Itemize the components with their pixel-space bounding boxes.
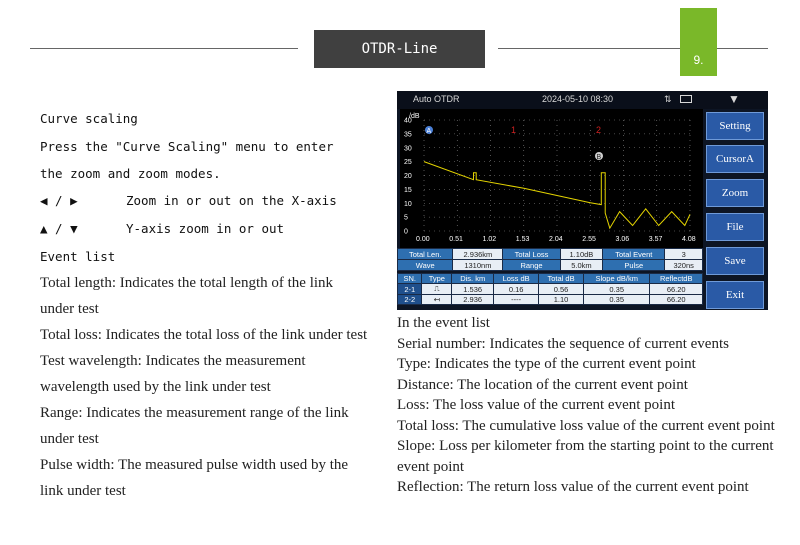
column-header: SN.	[398, 274, 422, 284]
marker-a-label: A	[426, 128, 432, 135]
event-tables	[397, 248, 703, 305]
event-sn: 2-1	[398, 284, 422, 295]
y-axis-unit: /dB	[409, 113, 420, 120]
y-axis-zoom-line	[40, 221, 284, 236]
header-rule-right	[498, 48, 768, 49]
column-header: Total dB	[539, 274, 584, 284]
loss-desc: Loss: The loss value of the current event point	[397, 397, 675, 413]
exit-button[interactable]: Exit	[706, 281, 764, 309]
summary-table	[397, 248, 703, 271]
file-button[interactable]: File	[706, 213, 764, 241]
total-loss-label: Total Loss	[503, 249, 560, 260]
y-tick-label: 0	[404, 228, 408, 236]
range-value: 5.0km	[560, 260, 603, 271]
device-status-bar	[397, 91, 768, 109]
zoom-button[interactable]: Zoom	[706, 179, 764, 207]
dropdown-icon[interactable]: ▼	[728, 92, 740, 106]
usb-icon: ⇅	[664, 94, 672, 104]
column-header: Type	[422, 274, 452, 284]
event-table	[397, 273, 703, 305]
x-tick-label: 0.51	[449, 236, 463, 243]
x-axis-zoom-line	[40, 193, 337, 208]
event-total: 0.56	[539, 284, 584, 295]
cursor-1-label: 1	[511, 125, 517, 135]
reflection-desc: Reflection: The return loss value of the current event point	[397, 479, 749, 495]
event-reflect: 66.20	[650, 284, 703, 295]
y-tick-label: 20	[404, 173, 412, 180]
page-number: 9.	[680, 8, 717, 76]
y-tick-label: 35	[404, 131, 412, 139]
header-rule-left	[30, 48, 298, 49]
y-tick-label: 25	[404, 159, 412, 167]
otdr-screenshot	[397, 91, 768, 310]
x-tick-label: 0.00	[416, 236, 430, 243]
device-mode: Auto OTDR	[413, 94, 460, 104]
x-tick-label: 4.08	[682, 236, 696, 243]
setting-button[interactable]: Setting	[706, 112, 764, 140]
cursor-2-label: 2	[596, 125, 602, 135]
curve-intro-line-1: Press the "Curve Scaling" menu to enter	[40, 139, 334, 154]
y-tick-label: 5	[404, 214, 408, 222]
event-type-icon: ⎍	[422, 284, 452, 295]
total-loss-desc: Total loss: The cumulative loss value of the current event point	[397, 417, 775, 434]
pulse-value: 320ns	[665, 260, 703, 271]
event-loss: ----	[494, 295, 539, 305]
total-event-label: Total Event	[603, 249, 665, 260]
left-right-arrows-icon: ◀ / ▶	[40, 193, 78, 208]
table-row[interactable]	[398, 284, 703, 295]
serial-number-desc: Serial number: Indicates the sequence of current events	[397, 335, 729, 352]
curve-scaling-heading: Curve scaling	[40, 111, 138, 126]
x-tick-label: 1.53	[515, 236, 530, 243]
event-reflect: 66.20	[650, 295, 703, 305]
x-tick-label: 3.06	[615, 236, 630, 243]
y-tick-label: 40	[404, 117, 412, 125]
battery-icon	[680, 95, 692, 103]
event-distance: 2.936	[452, 295, 494, 305]
type-desc: Type: Indicates the type of the current event point	[397, 356, 696, 372]
event-list-intro: In the event list	[397, 315, 490, 331]
cursor-a-button[interactable]: CursorA	[706, 145, 764, 173]
event-type-icon: ↤	[422, 295, 452, 305]
event-sn: 2-2	[398, 295, 422, 305]
otdr-trace-plot	[400, 109, 703, 254]
total-loss-value: 1.10dB	[560, 249, 603, 260]
range-label: Range	[503, 260, 560, 271]
total-length-value: 2.936km	[453, 249, 503, 260]
y-tick-label: 30	[404, 145, 412, 153]
y-tick-label: 15	[404, 186, 412, 194]
column-header: Slope dB/km	[583, 274, 649, 284]
save-button[interactable]: Save	[706, 247, 764, 275]
x-tick-label: 2.55	[582, 236, 596, 243]
up-down-arrows-icon: ▲ / ▼	[40, 221, 78, 236]
column-header: ReflectdB	[650, 274, 703, 284]
device-datetime: 2024-05-10 08:30	[542, 94, 614, 104]
distance-desc: Distance: The location of the current event point	[397, 376, 688, 393]
x-tick-label: 1.02	[482, 236, 497, 243]
x-tick-label: 2.04	[549, 236, 563, 243]
curve-intro-line-2: the zoom and zoom modes.	[40, 166, 221, 181]
total-event-value: 3	[665, 249, 703, 260]
event-list-heading: Event list	[40, 249, 116, 264]
marker-b-label: B	[596, 154, 602, 161]
y-axis-zoom-text: Y-axis zoom in or out	[126, 221, 285, 236]
event-loss: 0.16	[494, 284, 539, 295]
slope-desc: Slope: Loss per kilometer from the starting point to the current event point	[397, 438, 774, 475]
wave-value: 1310nm	[453, 260, 503, 271]
event-list-explanations	[397, 313, 777, 498]
event-distance: 1.536	[452, 284, 494, 295]
event-total: 1.10	[539, 295, 584, 305]
x-axis-zoom-text: Zoom in or out on the X-axis	[126, 193, 337, 208]
pulse-label: Pulse	[603, 260, 665, 271]
x-tick-label: 3.57	[648, 236, 663, 243]
page-title: OTDR-Line	[314, 30, 485, 68]
event-slope: 0.35	[583, 284, 649, 295]
event-slope: 0.35	[583, 295, 649, 305]
total-length-label: Total Len.	[398, 249, 453, 260]
column-header: Loss dB	[494, 274, 539, 284]
event-list-description: Total length: Indicates the total length of the link under test Total loss: Indicates the total loss of the link under test Test wavelength: Indicates the measurement wavelength used by the link under test Range: Indicates the measurement range of the link under test Pulse width: The measured pulse width used by the link under test	[40, 275, 368, 499]
wave-label: Wave	[398, 260, 453, 271]
table-row[interactable]	[398, 295, 703, 305]
column-header: Dis. km	[452, 274, 494, 284]
trace-line	[424, 162, 690, 229]
y-tick-label: 10	[404, 200, 412, 208]
